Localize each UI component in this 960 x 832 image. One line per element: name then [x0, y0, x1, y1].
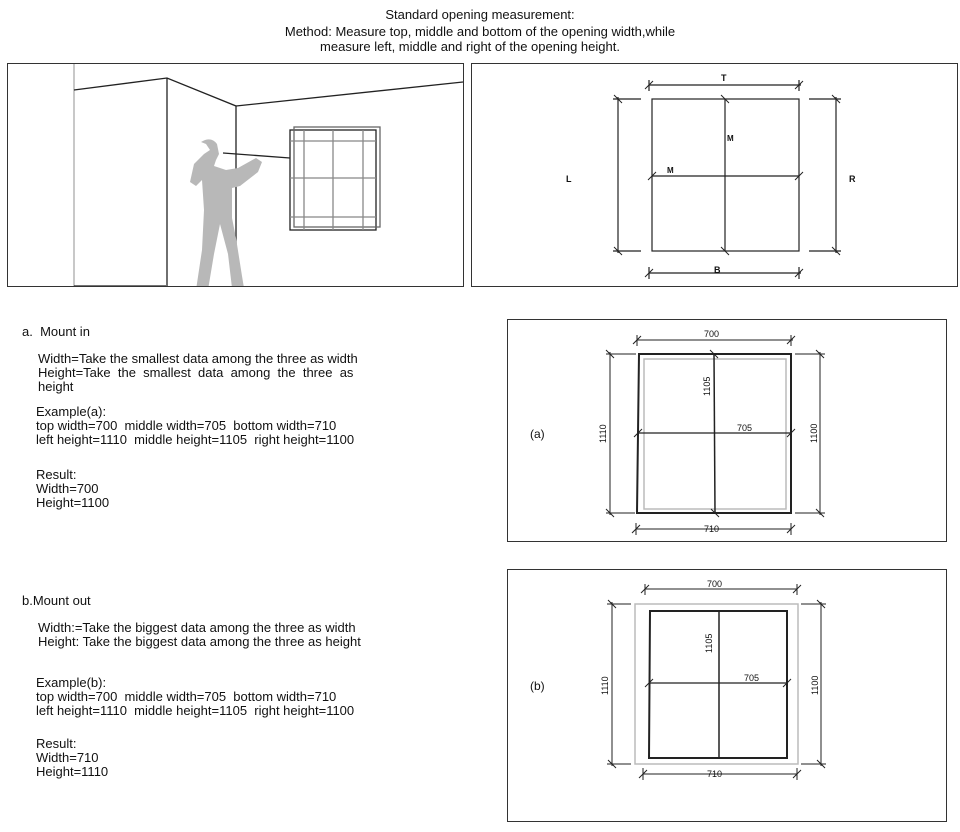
- section-a-example-widths: top width=700 middle width=705 bottom width=710: [36, 418, 337, 433]
- dim-right: 1100: [810, 675, 820, 695]
- page-title: Standard opening measurement:: [385, 7, 575, 22]
- diagram-tag: (b): [530, 679, 545, 693]
- section-a-result-label: Result:: [36, 467, 77, 482]
- person-measuring-illustration: [8, 64, 463, 286]
- section-a-result-width: Width=700: [36, 481, 99, 496]
- label-middle-height: M: [727, 134, 734, 143]
- dim-middle-height: 1105: [702, 376, 712, 396]
- illustration-panel: [7, 63, 464, 287]
- dim-middle-width: 705: [737, 423, 753, 433]
- person-silhouette: [190, 139, 262, 286]
- label-top: T: [721, 73, 727, 83]
- mount-in-diagram: [508, 320, 946, 541]
- method-line-1: Method: Measure top, middle and bottom of the opening width,while: [284, 24, 676, 39]
- section-b-example-heights: left height=1110 middle height=1105 right height=1100: [36, 703, 355, 718]
- dim-top: 700: [704, 329, 720, 339]
- dim-bottom: 710: [704, 524, 720, 534]
- dim-right: 1100: [809, 423, 819, 443]
- section-b-example-label: Example(b):: [36, 675, 107, 690]
- mount-out-diagram: [508, 570, 946, 821]
- section-a-rule-width: Width=Take the smallest data among the three as width: [38, 351, 358, 366]
- section-a-result-height: Height=1100: [36, 495, 110, 510]
- dim-middle-height: 1105: [704, 633, 714, 653]
- dim-left: 1110: [598, 424, 608, 443]
- section-b-rule-height: Height: Take the biggest data among the three as height: [38, 634, 361, 649]
- measurement-diagram: [472, 64, 957, 286]
- section-a-rule-height: Height=Take the smallest data among the three as: [38, 365, 354, 380]
- dim-middle-width: 705: [744, 673, 760, 683]
- section-b-result-height: Height=1110: [36, 764, 109, 779]
- section-a-rule-height-cont: height: [38, 379, 74, 394]
- dim-top: 700: [707, 579, 723, 589]
- section-b-example-widths: top width=700 middle width=705 bottom width=710: [36, 689, 337, 704]
- method-line-2: measure left, middle and right of the opening height.: [320, 39, 620, 54]
- measurement-diagram-panel: [471, 63, 958, 287]
- label-left: L: [566, 174, 572, 184]
- section-b-result-label: Result:: [36, 736, 77, 751]
- dim-left: 1110: [600, 676, 610, 695]
- section-a-heading: a. Mount in: [22, 324, 90, 339]
- section-b-rule-width: Width:=Take the biggest data among the three as width: [38, 620, 356, 635]
- label-middle-width: M: [667, 166, 674, 175]
- section-b-result-width: Width=710: [36, 750, 99, 765]
- section-a-example-heights: left height=1110 middle height=1105 right height=1100: [36, 432, 355, 447]
- label-bottom: B: [714, 265, 721, 275]
- diagram-tag: (a): [530, 427, 545, 441]
- diagram-b-panel: [507, 569, 947, 822]
- section-a-example-label: Example(a):: [36, 404, 107, 419]
- dim-bottom: 710: [707, 769, 723, 779]
- section-b-heading: b.Mount out: [22, 593, 91, 608]
- diagram-a-panel: [507, 319, 947, 542]
- label-right: R: [849, 174, 856, 184]
